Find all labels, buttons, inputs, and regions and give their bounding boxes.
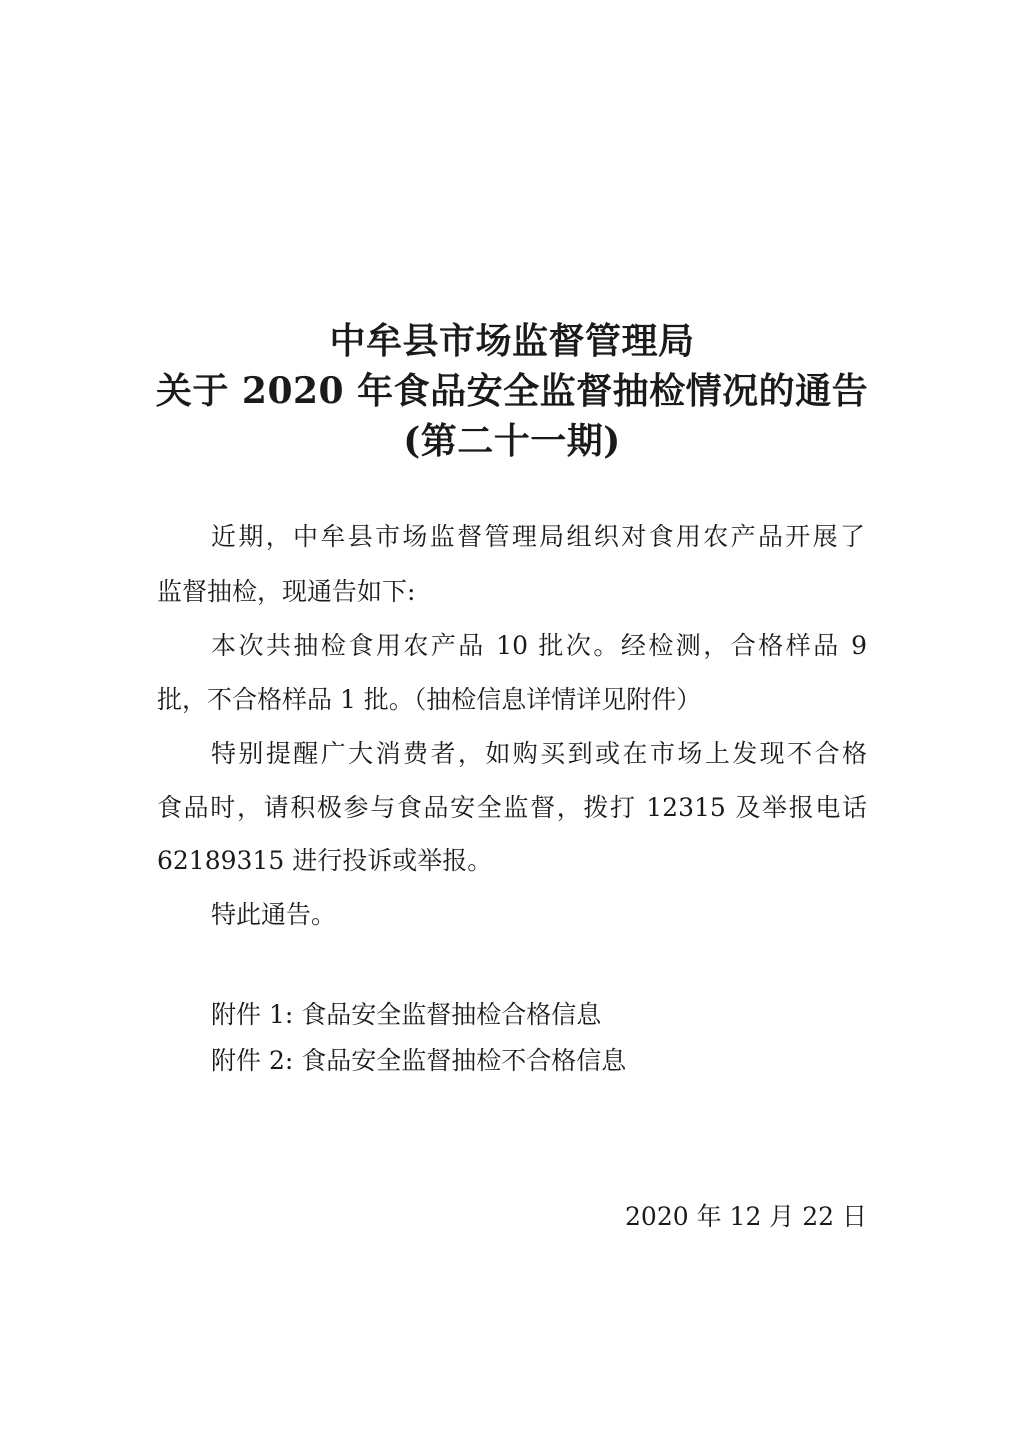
paragraph-results-line-2: 批，不合格样品 1 批。（抽检信息详情详见附件） — [157, 685, 702, 714]
notice-title-issue: (第二十一期) — [403, 420, 621, 462]
closing-statement: 特此通告。 — [211, 900, 337, 929]
paragraph-intro-line-1: 近期，中牟县市场监督管理局组织对食用农产品开展了 — [211, 522, 865, 551]
issue-date: 2020 年 12 月 22 日 — [625, 1202, 867, 1231]
paragraph-intro-line-2: 监督抽检，现通告如下: — [157, 577, 416, 606]
attachment-1: 附件 1: 食品安全监督抽检合格信息 — [211, 1000, 602, 1029]
paragraph-reminder-line-3: 62189315 进行投诉或举报。 — [157, 846, 493, 875]
paragraph-reminder-line-2: 食品时，请积极参与食品安全监督，拨打 12315 及举报电话 — [157, 793, 867, 822]
attachment-2: 附件 2: 食品安全监督抽检不合格信息 — [211, 1046, 627, 1075]
notice-title-subject: 关于 2020 年食品安全监督抽检情况的通告 — [155, 370, 869, 412]
notice-title-agency: 中牟县市场监督管理局 — [329, 320, 695, 362]
paragraph-results-line-1: 本次共抽检食用农产品 10 批次。经检测，合格样品 9 — [211, 631, 867, 660]
paragraph-reminder-line-1: 特别提醒广大消费者，如购买到或在市场上发现不合格 — [211, 739, 867, 768]
